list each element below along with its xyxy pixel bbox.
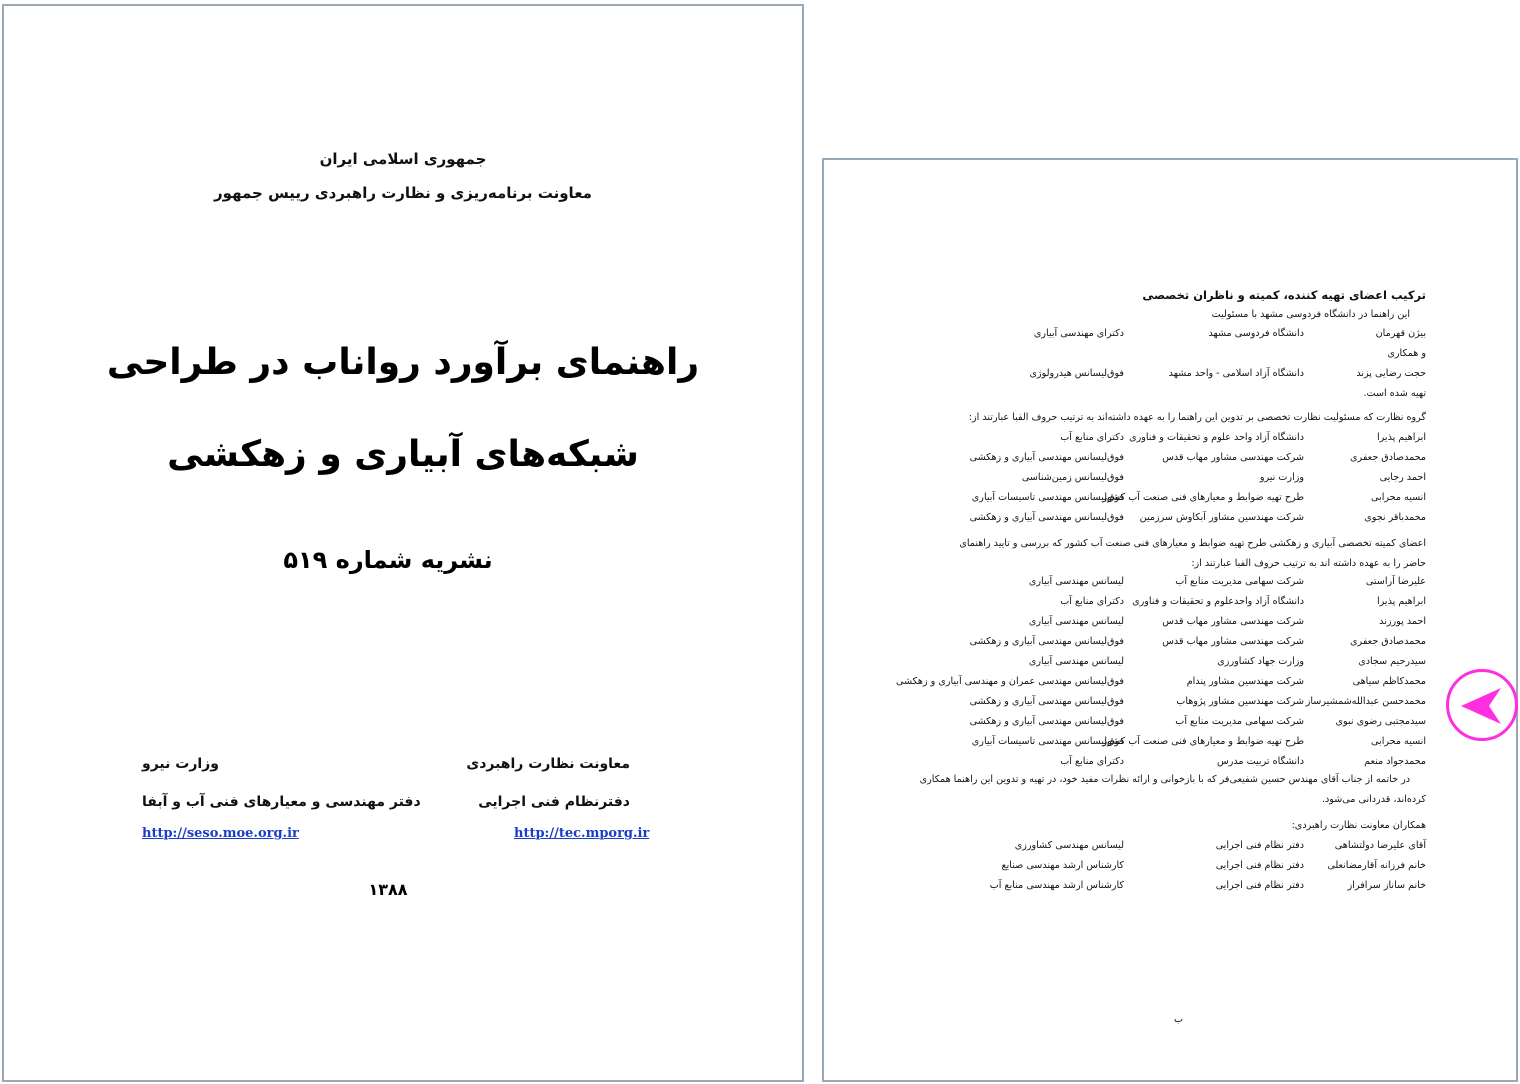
degree: فوق‌لیسانس مهندسی آبیاری و زهکشی — [969, 452, 1124, 463]
degree: دکترای منابع آب — [1060, 596, 1124, 607]
table-row — [824, 880, 1516, 896]
person-name: سیدمجتبی رضوی نبوی — [1335, 716, 1426, 727]
title-line-2: شبکه‌های آبیاری و زهکشی — [167, 434, 639, 475]
person-name: محمدجواد منعم — [1364, 756, 1426, 767]
table-row — [824, 676, 1516, 692]
contributors-page — [822, 158, 1518, 1082]
degree: فوق‌لیسانس هیدرولوژی — [1029, 368, 1124, 379]
organization: شرکت مهندسین مشاور پژوهاب — [1176, 696, 1304, 707]
table-row — [824, 860, 1516, 876]
table-row — [824, 736, 1516, 752]
contributors-heading: ترکیب اعضای تهیه کننده، کمیته و ناظران تخصصی — [1142, 288, 1426, 302]
person-name: حجت رضایی پزند — [1356, 368, 1426, 379]
organization: شرکت مهندسی مشاور مهاب قدس — [1162, 452, 1304, 463]
degree: کارشناس ارشد مهندسی صنایع — [1001, 860, 1124, 871]
person-name: ابراهیم پذیرا — [1376, 596, 1426, 607]
degree: فوق‌لیسانس مهندسی آبیاری و زهکشی — [969, 696, 1124, 707]
degree: کارشناس ارشد مهندسی منابع آب — [989, 880, 1124, 891]
colleagues-intro: همکاران معاونت نظارت راهبردی: — [1291, 820, 1426, 831]
table-row — [824, 696, 1516, 712]
table-row — [824, 756, 1516, 772]
organization: دفتر نظام فنی اجرایی — [1215, 880, 1304, 891]
table-row — [824, 368, 1516, 384]
org-right-line-1: معاونت نظارت راهبردی — [466, 756, 630, 772]
title-line-1: راهنمای برآورد رواناب در طراحی — [106, 342, 700, 383]
link-tec-mporg[interactable]: http://tec.mporg.ir — [514, 826, 650, 841]
degree: فوق‌لیسانس مهندسی آبیاری و زهکشی — [969, 716, 1124, 727]
person-name: ابراهیم پذیرا — [1376, 432, 1426, 443]
person-name: خانم فرزانه آقارمضانعلی — [1327, 860, 1426, 871]
link-seso-moe[interactable]: http://seso.moe.org.ir — [142, 826, 299, 841]
table-row — [824, 656, 1516, 672]
table-row — [824, 452, 1516, 468]
table-row — [824, 472, 1516, 488]
table-row — [824, 596, 1516, 612]
page-number: ب — [1174, 1014, 1184, 1025]
organization: وزارت جهاد کشاورزی — [1217, 656, 1304, 667]
organization: شرکت مهندسی مشاور مهاب قدس — [1162, 636, 1304, 647]
organization: شرکت مهندسین مشاور پندام — [1186, 676, 1304, 687]
table-row — [824, 328, 1516, 344]
person-name: محمدحسن عبدالله‌شمشیرساز — [1305, 696, 1426, 707]
person-name: سیدرحیم سجادی — [1358, 656, 1426, 667]
org-right-line-2: دفترنظام فنی اجرایی — [478, 794, 630, 810]
degree: فوق‌لیسانس زمین‌شناسی — [1021, 472, 1124, 483]
thanks-line-2: کرده‌اند، قدردانی می‌شود. — [1321, 794, 1426, 805]
organization: دانشگاه آزاد واحد علوم و تحقیقات و فناوری — [1129, 432, 1304, 443]
degree: لیسانس مهندسی آبیاری — [1028, 576, 1124, 587]
degree: لیسانس مهندسی آبیاری — [1028, 656, 1124, 667]
organization: شرکت مهندسین مشاور آبکاوش سرزمین — [1139, 512, 1304, 523]
organization: دانشگاه آزاد اسلامی - واحد مشهد — [1168, 368, 1304, 379]
organization: طرح تهیه ضوابط و معیارهای فنی صنعت آب کشور — [1102, 492, 1304, 503]
degree: لیسانس مهندسی آبیاری — [1028, 616, 1124, 627]
person-name: علیرضا آراستی — [1365, 576, 1426, 587]
person-name: آقای علیرضا دولتشاهی — [1334, 840, 1426, 851]
degree: فوق‌لیسانس مهندسی عمران و مهندسی آبیاری و زهکشی — [896, 676, 1124, 687]
person-name: محمدصادق جعفری — [1350, 636, 1426, 647]
header-line-2: معاونت برنامه‌ریزی و نظارت راهبردی رییس جمهور — [214, 184, 592, 202]
person-name: انسیه محرابی — [1371, 736, 1426, 747]
org-left-line-2: دفتر مهندسی و معیارهای فنی آب و آبفا — [142, 794, 421, 810]
organization: دفتر نظام فنی اجرایی — [1215, 840, 1304, 851]
table-row — [824, 492, 1516, 508]
table-row — [824, 616, 1516, 632]
person-name: تهیه شده است. — [1363, 388, 1426, 399]
organization: دانشگاه فردوسی مشهد — [1208, 328, 1304, 339]
organization: دانشگاه تربیت مدرس — [1217, 756, 1304, 767]
chevron-left-icon — [1459, 686, 1505, 726]
organization: شرکت سهامی مدیریت منابع آب — [1175, 716, 1304, 727]
degree: لیسانس مهندسی کشاورزی — [1014, 840, 1124, 851]
committee-intro-2: حاضر را به عهده داشته اند به ترتیب حروف الفبا عبارتند از: — [1191, 558, 1426, 569]
publication-year: ۱۳۸۸ — [368, 880, 408, 899]
degree: فوق‌لیسانس مهندسی تاسیسات آبیاری — [971, 736, 1124, 747]
person-name: محمدکاظم سیاهی — [1352, 676, 1426, 687]
organization: وزارت نیرو — [1259, 472, 1304, 483]
table-row — [824, 576, 1516, 592]
organization: دفتر نظام فنی اجرایی — [1215, 860, 1304, 871]
table-row — [824, 388, 1516, 404]
person-name: محمدصادق جعفری — [1350, 452, 1426, 463]
person-name: احمد پورزند — [1379, 616, 1426, 627]
person-name: خانم ساناز سرافراز — [1347, 880, 1426, 891]
table-row — [824, 512, 1516, 528]
organization: دانشگاه آزاد واحدعلوم و تحقیقات و فناوری — [1132, 596, 1304, 607]
organization: شرکت مهندسی مشاور مهاب قدس — [1162, 616, 1304, 627]
table-row — [824, 348, 1516, 364]
degree: فوق‌لیسانس مهندسی آبیاری و زهکشی — [969, 512, 1124, 523]
degree: دکترای مهندسی آبیاری — [1033, 328, 1124, 339]
person-name: بیژن قهرمان — [1375, 328, 1426, 339]
degree: دکترای منابع آب — [1060, 432, 1124, 443]
thanks-line-1: در خاتمه از جناب آقای مهندس حسین شفیعی‌فر که با بازخوانی و ارائه نظرات مفید خود، در تهیه و تدوین این راهنما همکاری — [919, 774, 1410, 785]
table-row — [824, 432, 1516, 448]
table-row — [824, 716, 1516, 732]
previous-page-button[interactable] — [1446, 669, 1518, 741]
table-row — [824, 840, 1516, 856]
supervisors-intro: گروه نظارت که مسئولیت نظارت تخصصی بر تدوین این راهنما را به عهده داشته‌اند به ترتیب حروف الفبا عبارتند از: — [968, 412, 1426, 423]
publication-number: نشریه شماره ۵۱۹ — [283, 546, 493, 574]
cover-page — [2, 4, 804, 1082]
committee-intro-1: اعضای کمیته تخصصی آبیاری و زهکشی طرح تهیه ضوابط و معیارهای فنی صنعت آب کشور که بررسی و تایید راهنمای — [959, 538, 1426, 549]
person-name: محمدباقر نجوی — [1364, 512, 1426, 523]
person-name: احمد رجایی — [1379, 472, 1426, 483]
degree: دکترای منابع آب — [1060, 756, 1124, 767]
header-line-1: جمهوری اسلامی ایران — [319, 150, 487, 168]
organization: طرح تهیه ضوابط و معیارهای فنی صنعت آب کشور — [1102, 736, 1304, 747]
degree: فوق‌لیسانس مهندسی آبیاری و زهکشی — [969, 636, 1124, 647]
person-name: انسیه محرابی — [1371, 492, 1426, 503]
degree: فوق‌لیسانس مهندسی تاسیسات آبیاری — [971, 492, 1124, 503]
authors-intro: این راهنما در دانشگاه فردوسی مشهد با مسئولیت — [1211, 309, 1410, 320]
organization: شرکت سهامی مدیریت منابع آب — [1175, 576, 1304, 587]
org-left-line-1: وزارت نیرو — [142, 756, 219, 772]
person-name: و همکاری — [1387, 348, 1426, 359]
table-row — [824, 636, 1516, 652]
